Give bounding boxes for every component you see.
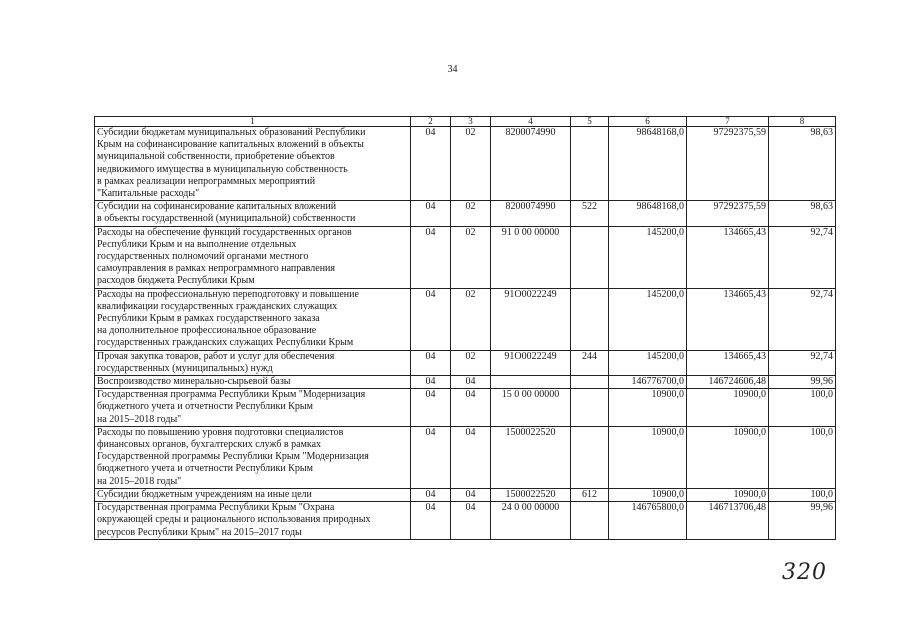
row-name: Воспроизводство минерально-сырьевой базы (95, 376, 411, 389)
target-article-code: 1500022520 (491, 426, 571, 488)
table-row (95, 502, 836, 540)
executed-amount: 134665,43 (687, 288, 769, 350)
handwritten-page-number: 320 (782, 560, 827, 585)
executed-amount: 97292375,59 (687, 201, 769, 226)
row-name: Расходы на обеспечение функций государственных органов Республики Крым и на выполнение отдельных государственных полномочий органами местного самоуправления в рамках непрограммного направления расходов бюджета Республики Крым (95, 226, 411, 288)
subsection-code: 02 (451, 201, 491, 226)
approved-amount: 146765800,0 (609, 502, 687, 540)
section-code: 04 (411, 488, 451, 501)
section-code: 04 (411, 127, 451, 201)
execution-percent: 92,74 (769, 288, 836, 350)
subsection-code: 04 (451, 488, 491, 501)
target-article-code: 91О0022249 (491, 288, 571, 350)
section-code: 04 (411, 201, 451, 226)
section-code: 04 (411, 350, 451, 375)
expense-type-code: 612 (571, 488, 609, 501)
section-code: 04 (411, 376, 451, 389)
header-cell: 4 (491, 117, 571, 127)
target-article-code: 91 0 00 00000 (491, 226, 571, 288)
header-cell: 7 (687, 117, 769, 127)
row-name: Субсидии бюджетам муниципальных образований Республики Крым на софинансирование капитальных вложений в объекты муниципальной собственности, приобретение объектов недвижимого имущества в муниципальную собственность в рамках реализации непрограммных мероприятий "Капитальные расходы" (95, 127, 411, 201)
subsection-code: 02 (451, 350, 491, 375)
header-cell: 3 (451, 117, 491, 127)
execution-percent: 99,96 (769, 376, 836, 389)
row-name: Расходы на профессиональную переподготовку и повышение квалификации государственных гражданских служащих Республики Крым в рамках государственного заказа на дополнительное профессиональное образование государственных гражданских служащих Республики Крым (95, 288, 411, 350)
executed-amount: 10900,0 (687, 426, 769, 488)
table-row (95, 426, 836, 488)
subsection-code: 04 (451, 426, 491, 488)
executed-amount: 97292375,59 (687, 127, 769, 201)
execution-percent: 100,0 (769, 488, 836, 501)
execution-percent: 100,0 (769, 389, 836, 427)
execution-percent: 99,96 (769, 502, 836, 540)
page-number: 34 (447, 64, 458, 75)
execution-percent: 100,0 (769, 426, 836, 488)
expense-type-code (571, 426, 609, 488)
subsection-code: 04 (451, 389, 491, 427)
approved-amount: 145200,0 (609, 350, 687, 375)
target-article-code: 1500022520 (491, 488, 571, 501)
executed-amount: 10900,0 (687, 389, 769, 427)
header-row (95, 117, 836, 127)
executed-amount: 134665,43 (687, 226, 769, 288)
approved-amount: 145200,0 (609, 226, 687, 288)
executed-amount: 134665,43 (687, 350, 769, 375)
header-cell: 5 (571, 117, 609, 127)
budget-table (94, 116, 836, 540)
table-row (95, 201, 836, 226)
expense-type-code (571, 502, 609, 540)
table-row (95, 127, 836, 201)
table-row (95, 376, 836, 389)
subsection-code: 02 (451, 226, 491, 288)
approved-amount: 10900,0 (609, 389, 687, 427)
approved-amount: 10900,0 (609, 488, 687, 501)
row-name: Государственная программа Республики Крым "Охрана окружающей среды и рационального использования природных ресурсов Республики Крым" на 2015–2017 годы (95, 502, 411, 540)
table-row (95, 488, 836, 501)
section-code: 04 (411, 389, 451, 427)
target-article-code: 8200074990 (491, 201, 571, 226)
approved-amount: 145200,0 (609, 288, 687, 350)
approved-amount: 98648168,0 (609, 127, 687, 201)
execution-percent: 92,74 (769, 226, 836, 288)
section-code: 04 (411, 288, 451, 350)
row-name: Прочая закупка товаров, работ и услуг для обеспечения государственных (муниципальных) нужд (95, 350, 411, 375)
header-cell: 8 (769, 117, 836, 127)
subsection-code: 04 (451, 502, 491, 540)
header-cell: 1 (95, 117, 411, 127)
expense-type-code: 244 (571, 350, 609, 375)
execution-percent: 92,74 (769, 350, 836, 375)
header-cell: 2 (411, 117, 451, 127)
table-row (95, 226, 836, 288)
table-row (95, 389, 836, 427)
expense-type-code (571, 226, 609, 288)
executed-amount: 146724606,48 (687, 376, 769, 389)
expense-type-code (571, 288, 609, 350)
table-row (95, 350, 836, 375)
target-article-code: 91О0022249 (491, 350, 571, 375)
header-cell: 6 (609, 117, 687, 127)
target-article-code: 8200074990 (491, 127, 571, 201)
approved-amount: 146776700,0 (609, 376, 687, 389)
row-name: Субсидии на софинансирование капитальных вложений в объекты государственной (муниципальной) собственности (95, 201, 411, 226)
expense-type-code (571, 376, 609, 389)
expense-type-code: 522 (571, 201, 609, 226)
section-code: 04 (411, 502, 451, 540)
table-row (95, 288, 836, 350)
expense-type-code (571, 127, 609, 201)
subsection-code: 02 (451, 127, 491, 201)
approved-amount: 10900,0 (609, 426, 687, 488)
target-article-code: 24 0 00 00000 (491, 502, 571, 540)
subsection-code: 04 (451, 376, 491, 389)
section-code: 04 (411, 226, 451, 288)
subsection-code: 02 (451, 288, 491, 350)
execution-percent: 98,63 (769, 127, 836, 201)
row-name: Государственная программа Республики Крым "Модернизация бюджетного учета и отчетности Республики Крым на 2015–2018 годы" (95, 389, 411, 427)
approved-amount: 98648168,0 (609, 201, 687, 226)
section-code: 04 (411, 426, 451, 488)
executed-amount: 146713706,48 (687, 502, 769, 540)
row-name: Расходы по повышению уровня подготовки специалистов финансовых органов, бухгалтерских служб в рамках Государственной программы Республики Крым "Модернизация бюджетного учета и отчетности Республики Крым на 2015–2018 годы" (95, 426, 411, 488)
execution-percent: 98,63 (769, 201, 836, 226)
executed-amount: 10900,0 (687, 488, 769, 501)
row-name: Субсидии бюджетным учреждениям на иные цели (95, 488, 411, 501)
expense-type-code (571, 389, 609, 427)
target-article-code (491, 376, 571, 389)
target-article-code: 15 0 00 00000 (491, 389, 571, 427)
